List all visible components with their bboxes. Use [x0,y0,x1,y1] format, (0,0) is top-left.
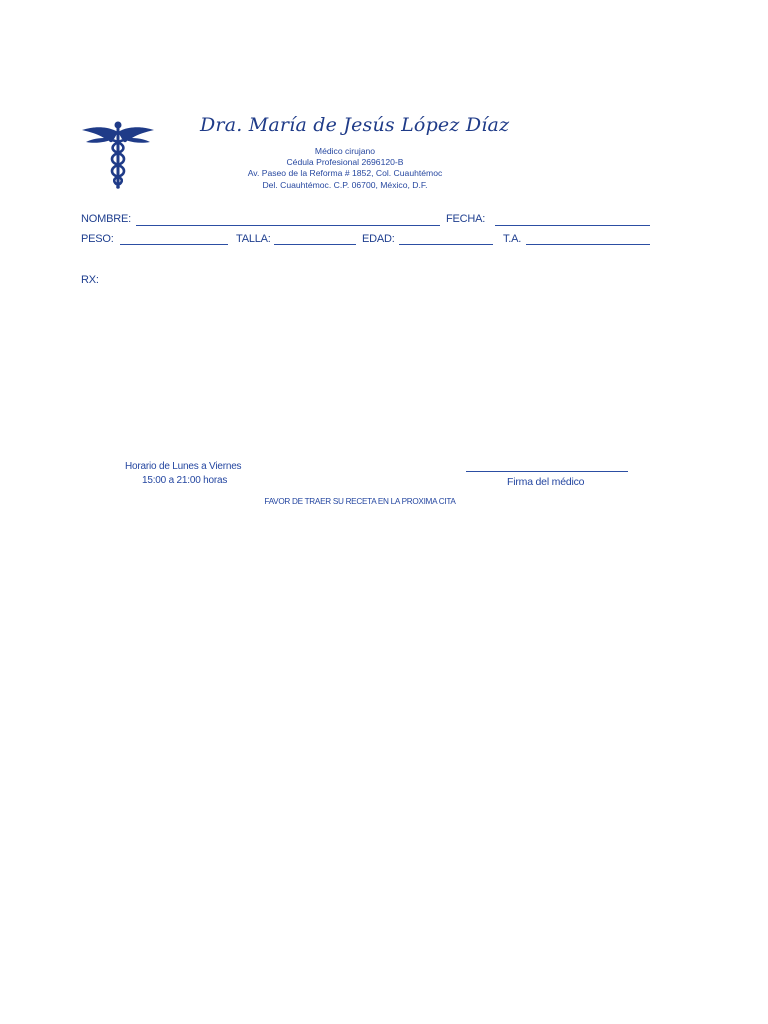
edad-label: EDAD: [362,233,395,245]
fecha-label: FECHA: [446,213,486,225]
peso-label: PESO: [81,233,114,245]
rx-label: RX: [81,274,99,286]
nombre-label: NOMBRE: [81,213,131,225]
ta-field[interactable] [526,244,650,245]
fecha-field[interactable] [495,225,650,226]
doctor-name: Dra. María de Jesús López Díaz [200,114,510,136]
prescription-area[interactable] [81,292,651,442]
signature-line[interactable] [466,471,628,472]
notice-text: FAVOR DE TRAER SU RECETA EN LA PROXIMA CITA [264,497,456,506]
talla-label: TALLA: [236,233,271,245]
nombre-field[interactable] [136,225,440,226]
license-text: Cédula Profesional 2696120-B [286,157,404,168]
peso-field[interactable] [120,244,228,245]
address-line-2: Del. Cuauhtémoc. C.P. 06700, México, D.F. [262,179,428,190]
signature-label: Firma del médico [507,476,585,488]
schedule-line-2: 15:00 a 21:00 horas [142,475,228,486]
doctor-details [220,146,470,191]
talla-field[interactable] [274,244,356,245]
address-line-1: Av. Paseo de la Reforma # 1852, Col. Cuauhtémoc [247,168,443,179]
caduceus-icon [80,118,156,190]
schedule-line-1: Horario de Lunes a Viernes [125,461,242,472]
ta-label: T.A. [503,233,522,245]
specialty-text: Médico cirujano [314,146,376,156]
edad-field[interactable] [399,244,493,245]
